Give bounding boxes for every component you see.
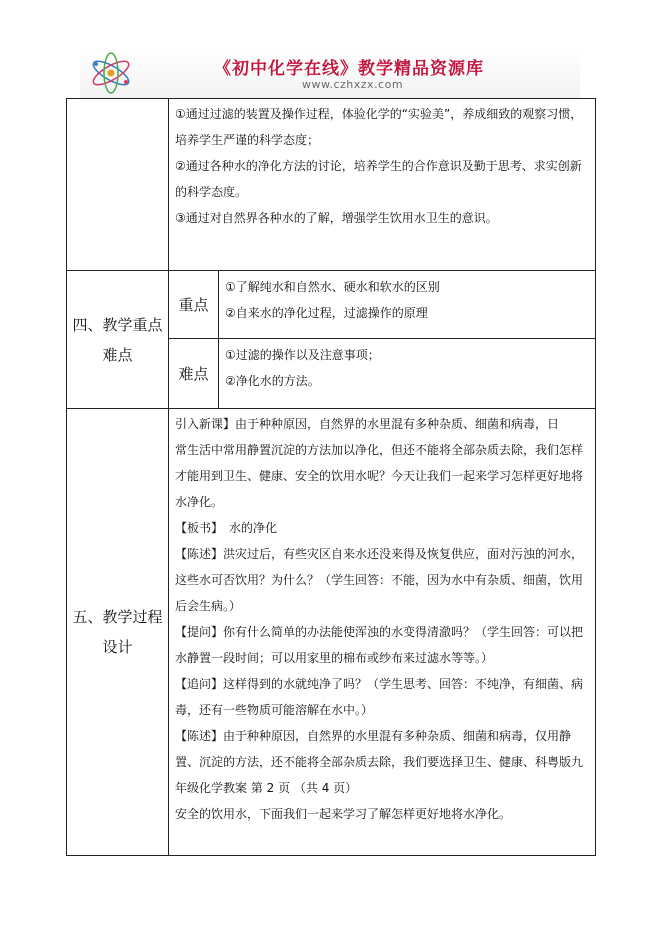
key-points-label: 重点: [169, 271, 219, 339]
process-line-5: 【提问】你有什么简单的办法能使浑浊的水变得清澈吗？（学生回答：可以把水静置一段时间；可以用家里的棉布或纱布来过滤水等等。）: [175, 625, 584, 665]
emotion-label-cell: [67, 99, 169, 271]
difficult-points-cell: [219, 339, 596, 409]
teaching-process-cell: [169, 409, 596, 856]
difficult-point-1: ①过滤的操作以及注意事项；: [225, 348, 380, 362]
process-line-2: 常生活中常用静置沉淀的方法加以净化，但还不能将全部杂质去除，我们怎样才能用到卫生、健康、安全的饮用水呢？今天让我们一起来学习怎样更好地将水净化。: [175, 443, 584, 509]
emotion-goal-1: ①通过过滤的装置及操作过程，体验化学的“实验美”，养成细致的观察习惯，培养学生严谨的科学态度；: [175, 107, 583, 147]
table-row: [67, 271, 596, 339]
atom-logo-icon: [88, 50, 134, 96]
section4-label: [67, 271, 169, 409]
banner-url: www.czhxzx.com: [302, 78, 404, 91]
emotion-goal-2: ②通过各种水的净化方法的讨论，培养学生的合作意识及勤于思考、求实创新的科学态度。: [175, 159, 582, 199]
difficult-point-2: ②净化水的方法。: [225, 374, 320, 388]
process-line-8: 安全的饮用水，下面我们一起来学习了解怎样更好地将水净化。: [175, 807, 512, 821]
key-point-1: ①了解纯水和自然水、硬水和软水的区别: [225, 280, 440, 294]
table-row: [67, 409, 596, 856]
table-row: [67, 99, 596, 271]
process-line-7: 【陈述】由于种种原因，自然界的水里混有多种杂质、细菌和病毒，仅用静置、沉淀的方法，还不能将全部杂质去除，我们要选择卫生、健康、科粤版九年级化学教案 第 2 页 （共 4 页）: [175, 729, 584, 795]
section4-label-line1: 四、教学重点: [72, 315, 163, 334]
emotion-goals-cell: [169, 99, 596, 271]
emotion-goal-3: ③通过对自然界各种水的了解，增强学生饮用水卫生的意识。: [175, 211, 498, 225]
key-point-2: ②自来水的净化过程，过滤操作的原理: [225, 306, 428, 320]
section5-label-line2: 设计: [102, 638, 133, 656]
section5-label: [67, 409, 169, 856]
section5-label-line1: 五、教学过程: [72, 608, 163, 626]
difficult-points-label: 难点: [169, 339, 219, 409]
banner-title: 《初中化学在线》教学精品资源库: [214, 59, 484, 79]
process-line-6: 【追问】这样得到的水就纯净了吗？（学生思考、回答：不纯净，有细菌、病毒，还有一些物质可能溶解在水中。）: [175, 677, 584, 717]
header-banner: [80, 48, 580, 99]
section4-label-line2: 难点: [102, 345, 133, 364]
process-line-1: 引入新课】由于种种原因，自然界的水里混有多种杂质、细菌和病毒，日: [175, 417, 560, 431]
lesson-plan-table: [66, 98, 596, 856]
process-line-4: 【陈述】洪灾过后，有些灾区自来水还没来得及恢复供应，面对污浊的河水，这些水可否饮用？为什么？（学生回答：不能，因为水中有杂质、细菌，饮用后会生病。）: [175, 547, 584, 613]
key-points-cell: [219, 271, 596, 339]
process-line-3: 【板书】 水的净化: [175, 521, 278, 535]
